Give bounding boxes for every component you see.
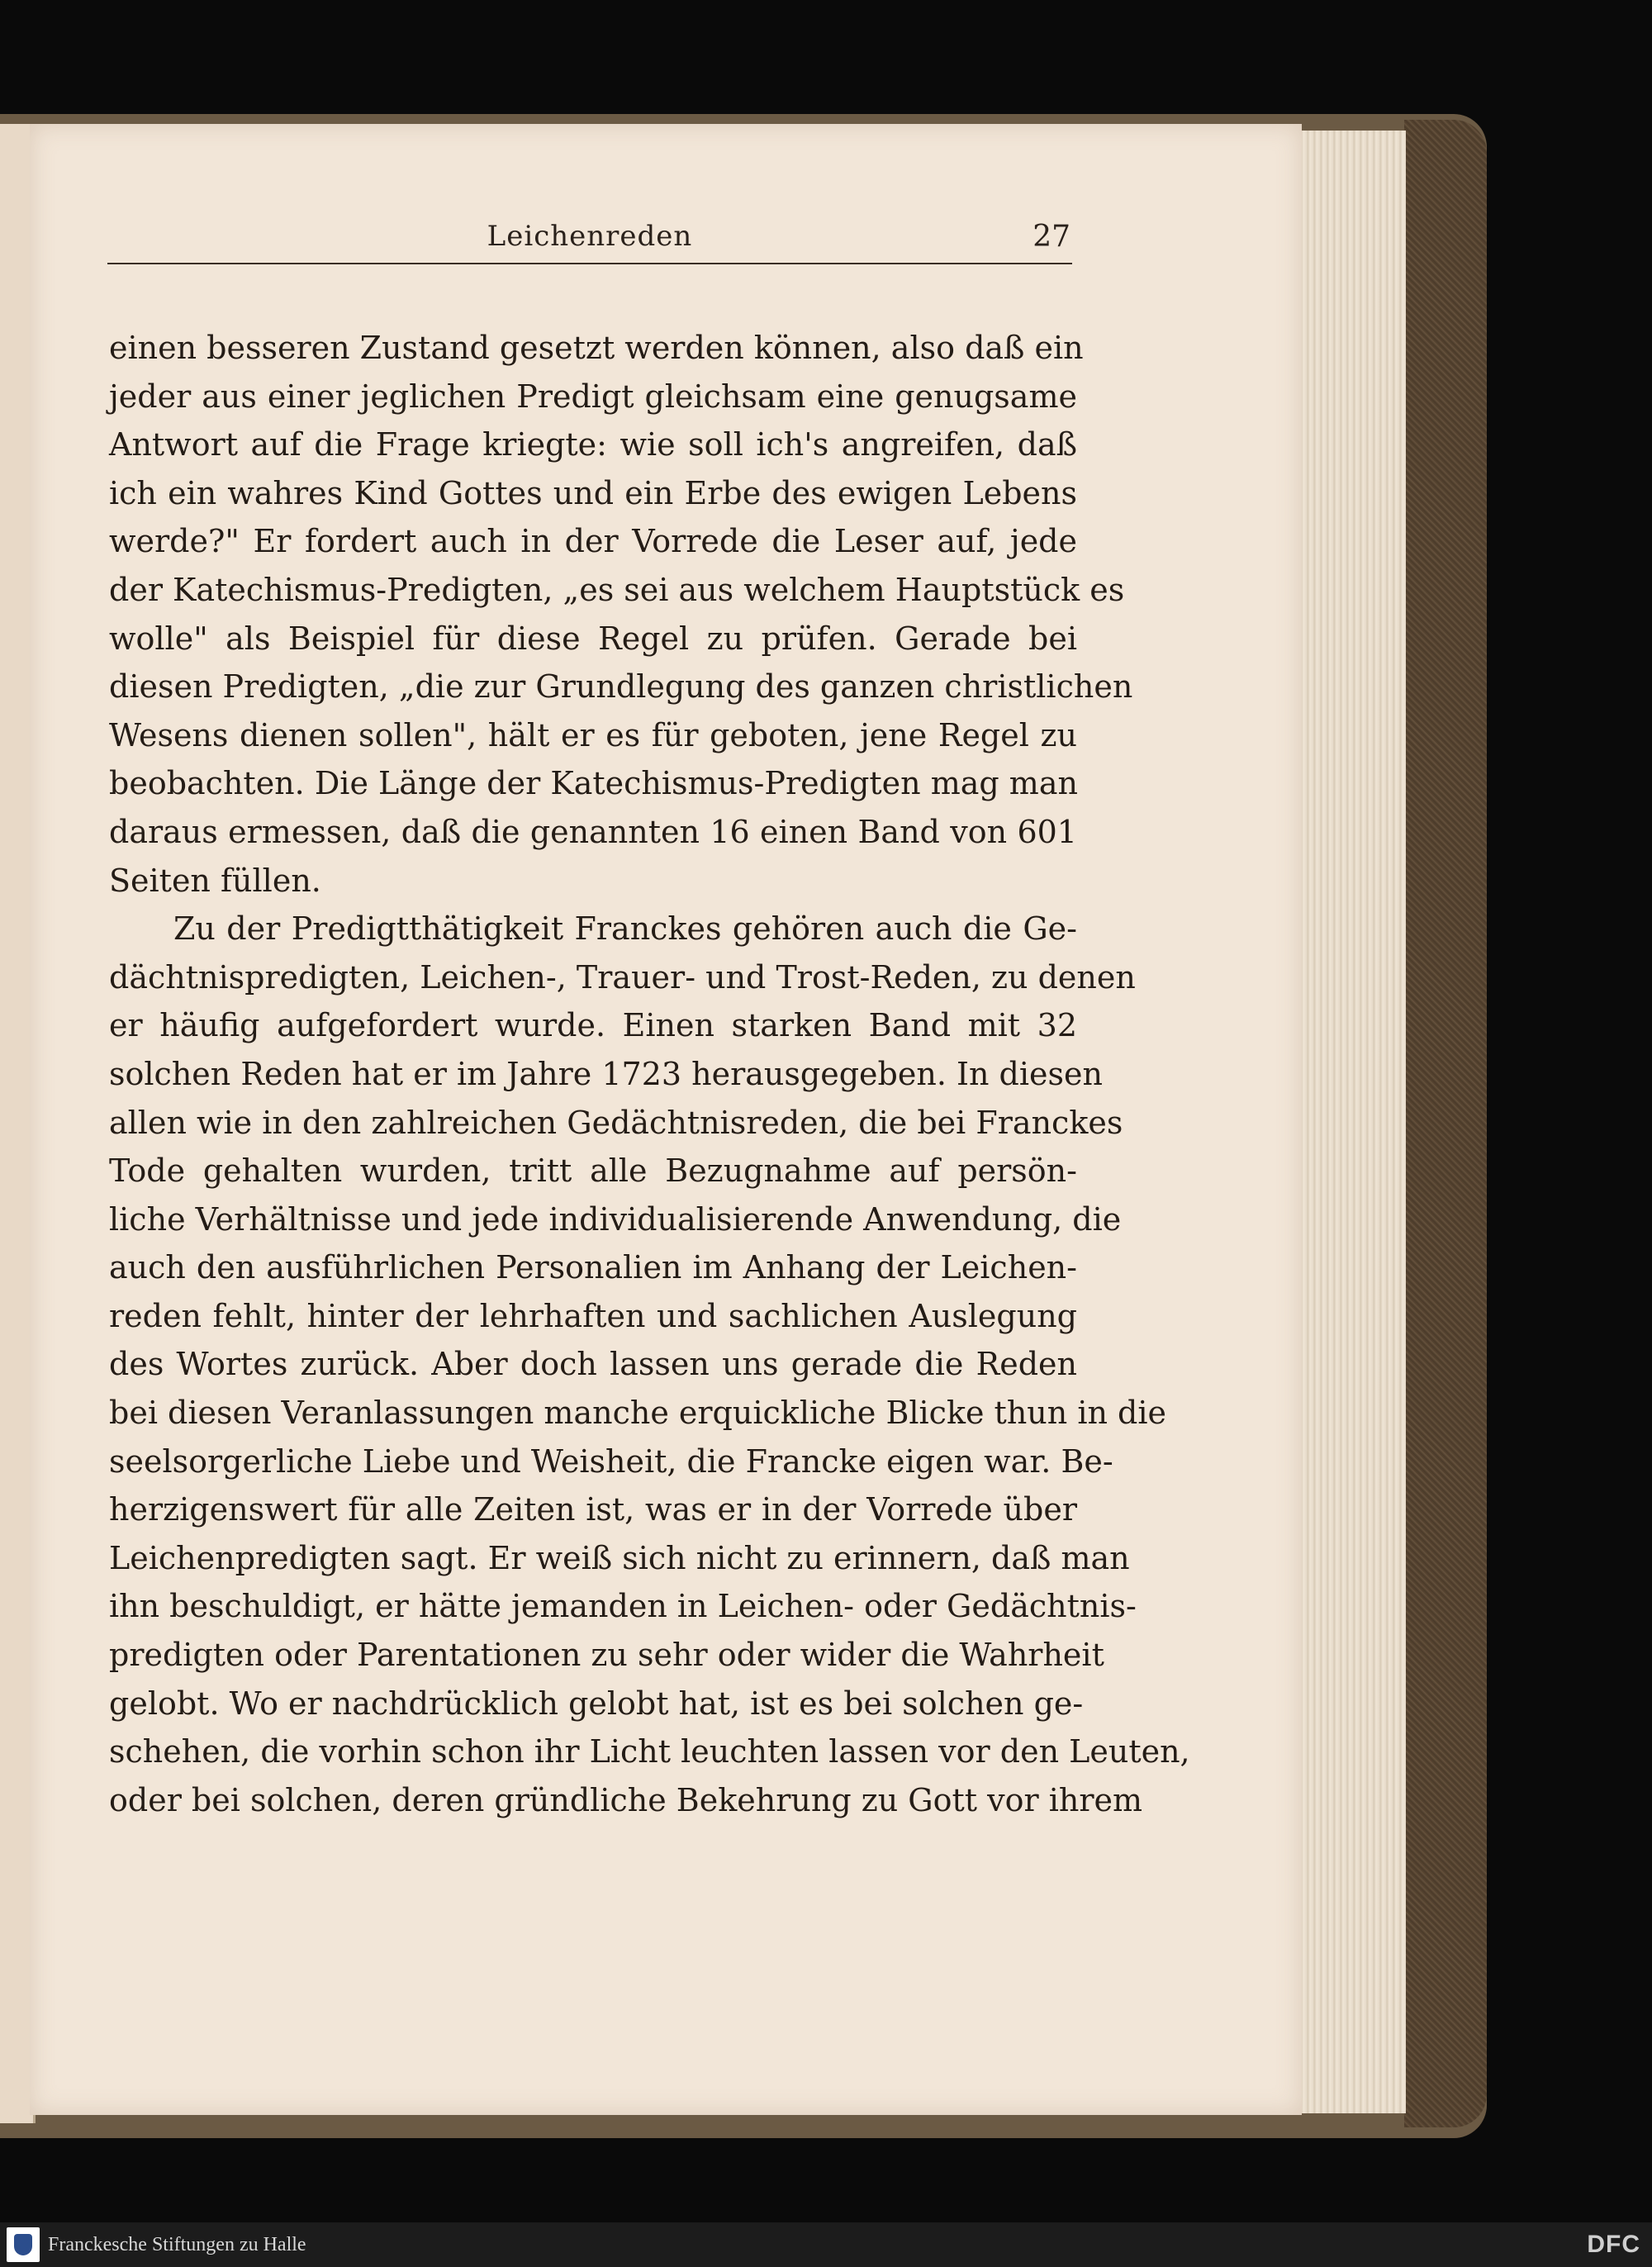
text-line: herzigenswert für alle Zeiten ist, was er in der Vorrede über xyxy=(109,1491,1077,1528)
text-line: Tode gehalten wurden, tritt alle Bezugnahme auf persön- xyxy=(109,1153,1077,1190)
text-line: bei diesen Veranlassungen manche erquickliche Blicke thun in die xyxy=(109,1395,1166,1432)
running-head xyxy=(107,216,1072,264)
body-text xyxy=(109,324,1190,1824)
text-line: auch den ausführlichen Personalien im Anhang der Leichen- xyxy=(109,1249,1077,1286)
page-number: 27 xyxy=(1032,220,1070,254)
text-line: werde?" Er fordert auch in der Vorrede die Leser auf, jede xyxy=(109,523,1077,560)
text-line: liche Verhältnisse und jede individualisierende Anwendung, die xyxy=(109,1200,1122,1238)
institution-name: Franckesche Stiftungen zu Halle xyxy=(48,2234,306,2255)
text-line: daraus ermessen, daß die genannten 16 einen Band von 601 xyxy=(109,813,1077,850)
text-line: er häufig aufgefordert wurde. Einen starken Band mit 32 xyxy=(109,1007,1077,1044)
text-line: Wesens dienen sollen", hält er es für geboten, jene Regel zu xyxy=(109,716,1077,753)
running-title: Leichenreden xyxy=(487,220,693,253)
text-line: predigten oder Parentationen zu sehr oder wider die Wahrheit xyxy=(109,1637,1104,1674)
text-line: oder bei solchen, deren gründliche Bekehrung zu Gott vor ihrem xyxy=(109,1781,1143,1818)
dfc-badge: DFC xyxy=(1587,2231,1640,2258)
text-line: Seiten füllen. xyxy=(109,862,321,899)
text-line: wolle" als Beispiel für diese Regel zu prüfen. Gerade bei xyxy=(109,620,1077,657)
text-line: schehen, die vorhin schon ihr Licht leuchten lassen vor den Leuten, xyxy=(109,1733,1190,1770)
text-line: solchen Reden hat er im Jahre 1723 herausgegeben. In diesen xyxy=(109,1055,1103,1092)
page-stack-edges xyxy=(1289,131,1406,2113)
text-line: Leichenpredigten sagt. Er weiß sich nicht zu erinnern, daß man xyxy=(109,1539,1130,1576)
text-line: reden fehlt, hinter der lehrhaften und sachlichen Auslegung xyxy=(109,1297,1077,1334)
text-line: gelobt. Wo er nachdrücklich gelobt hat, ist es bei solchen ge- xyxy=(109,1685,1084,1722)
text-line: ich ein wahres Kind Gottes und ein Erbe des ewigen Lebens xyxy=(109,474,1077,511)
institution-logo xyxy=(7,2227,40,2262)
text-line: seelsorgerliche Liebe und Weisheit, die Francke eigen war. Be- xyxy=(109,1442,1113,1480)
text-line: Zu der Predigtthätigkeit Franckes gehören auch die Ge- xyxy=(173,910,1077,948)
book-cover-edge xyxy=(1404,120,1487,2127)
text-line: allen wie in den zahlreichen Gedächtnisreden, die bei Franckes xyxy=(109,1104,1123,1141)
text-line: des Wortes zurück. Aber doch lassen uns gerade die Reden xyxy=(109,1346,1077,1383)
text-line: ihn beschuldigt, er hätte jemanden in Leichen- oder Gedächtnis- xyxy=(109,1588,1137,1625)
text-line: einen besseren Zustand gesetzt werden können, also daß ein xyxy=(109,330,1084,366)
text-line: Antwort auf die Frage kriegte: wie soll ich's angreifen, daß xyxy=(109,426,1077,463)
text-line: dächtnispredigten, Leichen-, Trauer- und Trost-Reden, zu denen xyxy=(109,958,1136,996)
text-line: beobachten. Die Länge der Katechismus-Predigten mag man xyxy=(109,765,1078,802)
text-line: jeder aus einer jeglichen Predigt gleichsam eine genugsame xyxy=(109,378,1077,415)
text-line: der Katechismus-Predigten, „es sei aus welchem Hauptstück es xyxy=(109,571,1125,608)
shield-icon xyxy=(14,2234,32,2255)
text-line: diesen Predigten, „die zur Grundlegung des ganzen christlichen xyxy=(109,668,1133,706)
